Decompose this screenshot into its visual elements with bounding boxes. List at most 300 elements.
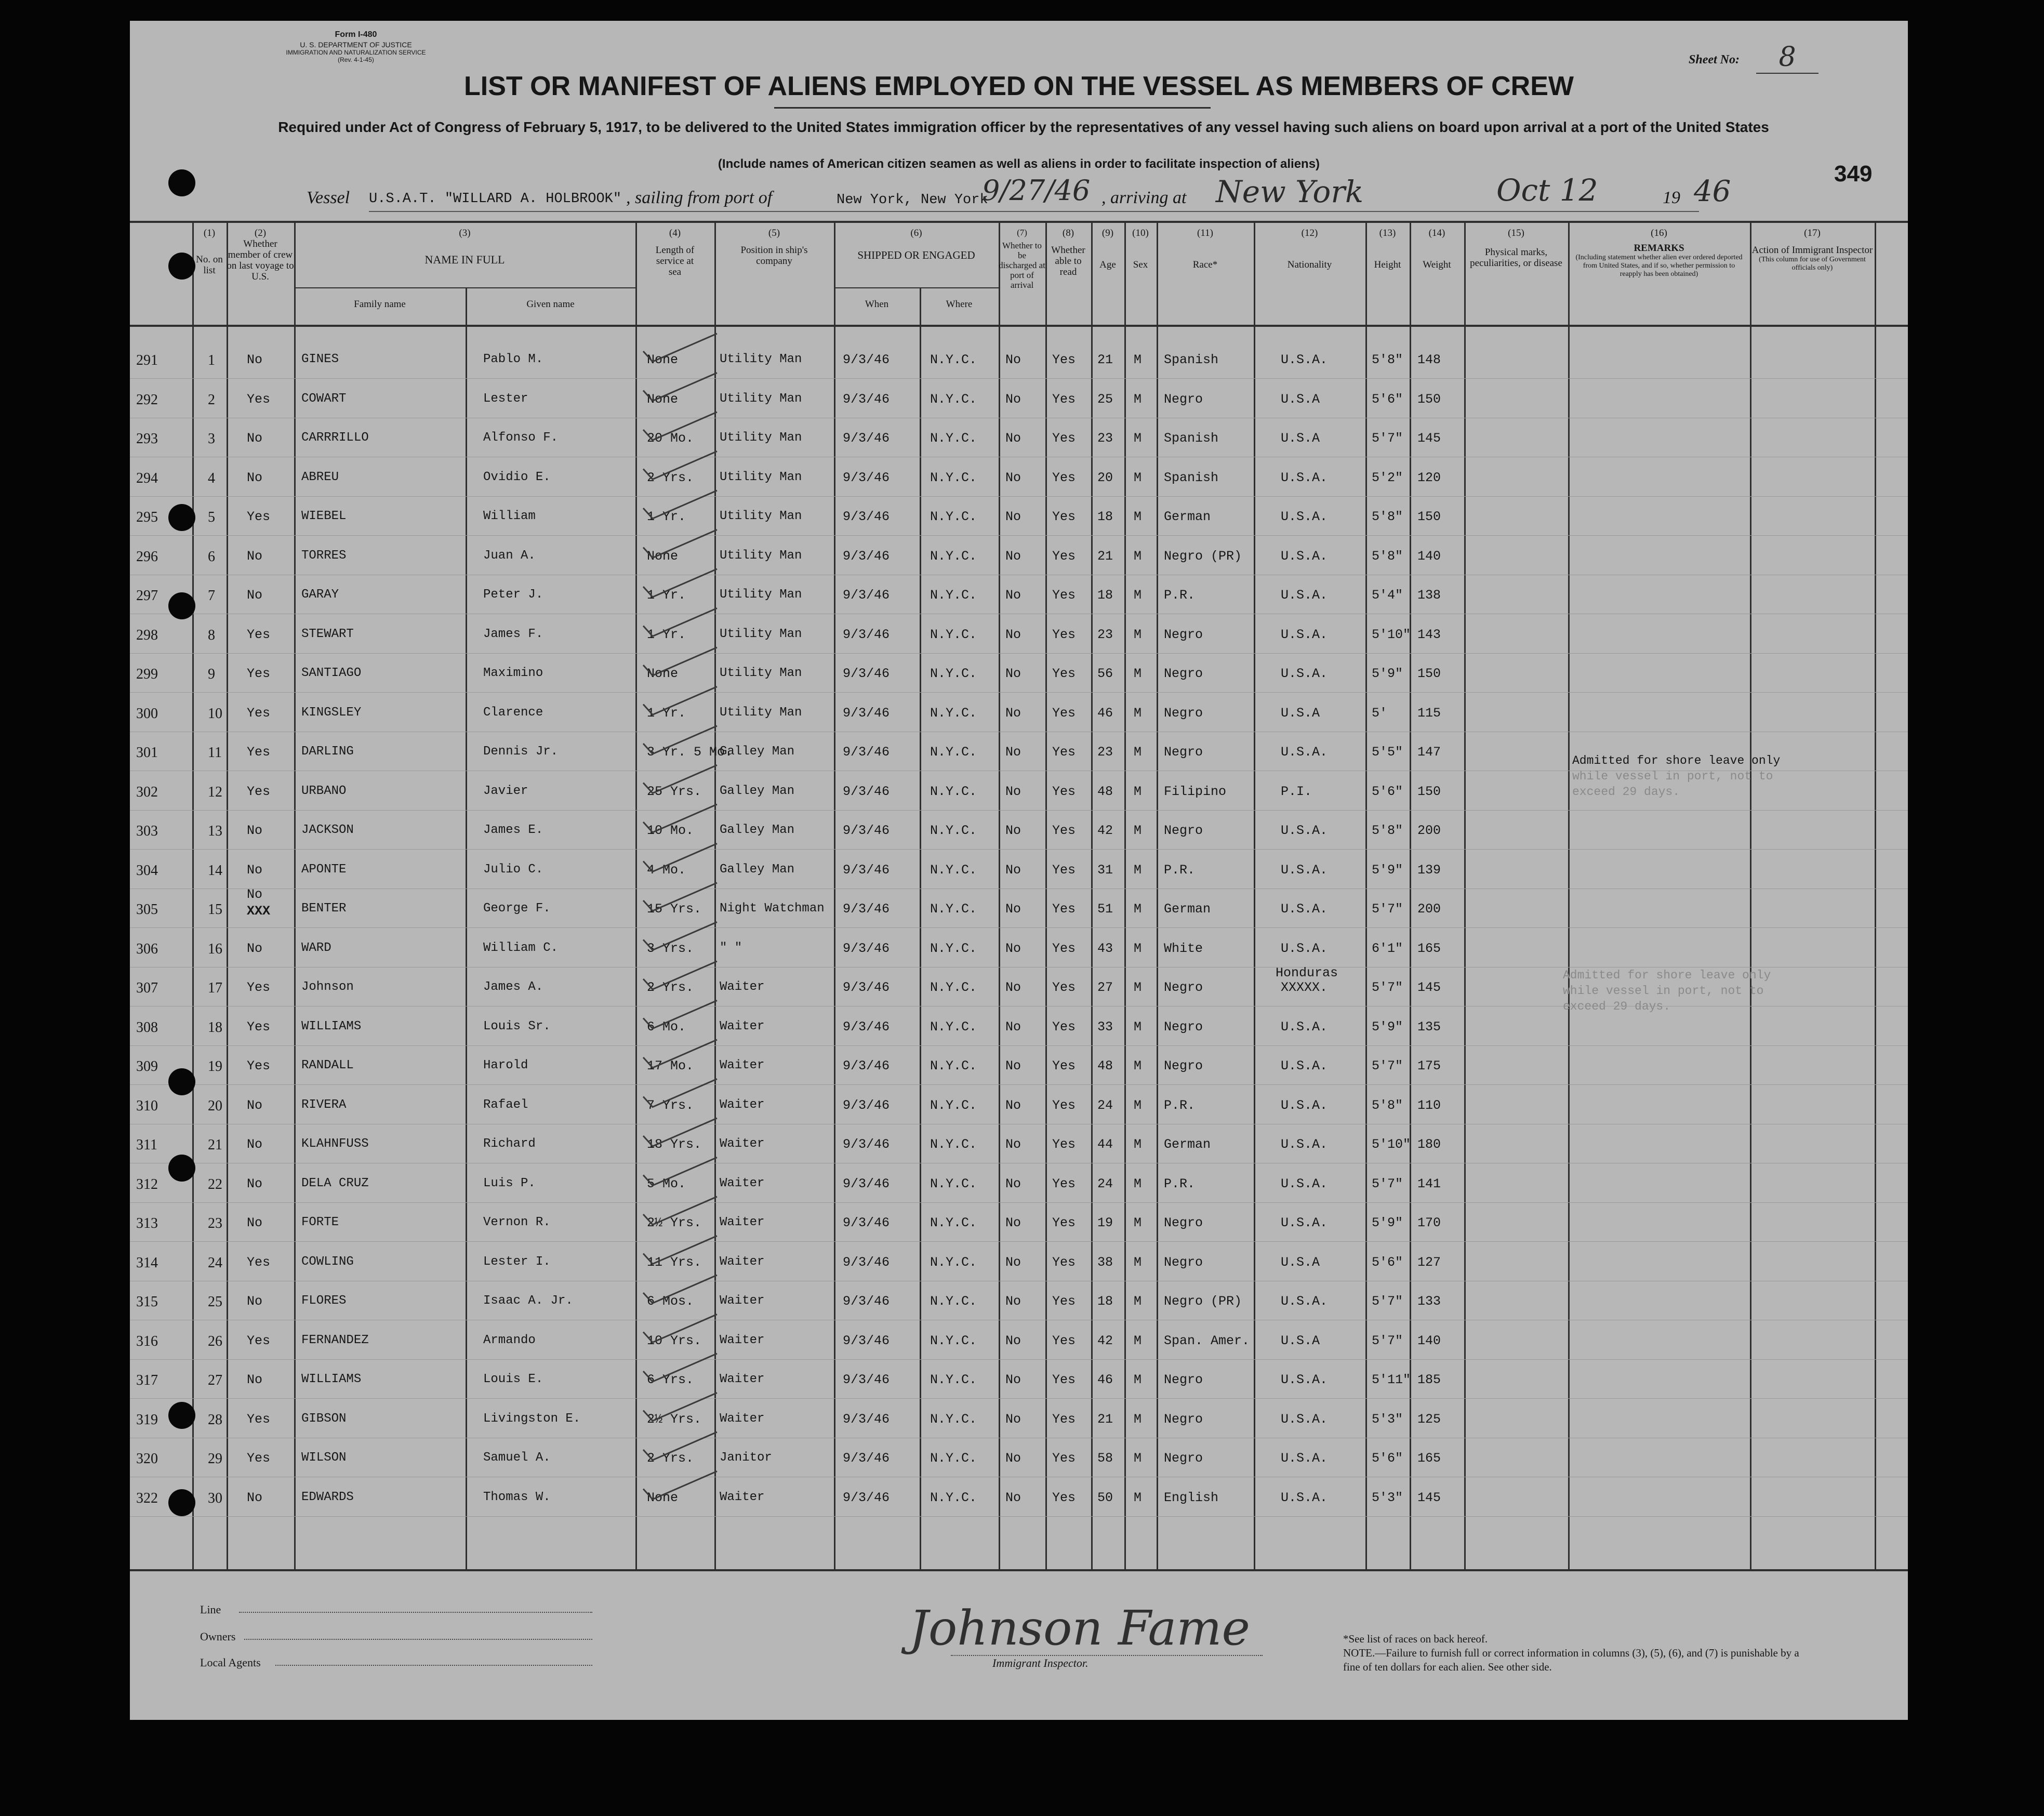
row-discharge: No <box>1005 548 1021 564</box>
row-shipped-where: N.Y.C. <box>930 1490 977 1505</box>
row-line-number: 311 <box>136 1137 157 1153</box>
row-able-read: Yes <box>1052 1019 1076 1035</box>
check-mark <box>643 1001 717 1029</box>
row-weight: 140 <box>1417 548 1441 564</box>
row-shipped-where: N.Y.C. <box>930 1058 977 1073</box>
col6-header: SHIPPED OR ENGAGED <box>857 249 975 261</box>
row-service-length: None <box>647 1490 679 1505</box>
col6-number: (6) <box>910 228 922 238</box>
row-given-name: William C. <box>483 940 559 955</box>
row-height: 5'10" <box>1372 1137 1411 1152</box>
row-list-number: 11 <box>208 745 222 761</box>
row-prev-voyage: No <box>247 823 263 838</box>
check-mark <box>643 922 717 950</box>
row-age: 27 <box>1097 980 1113 995</box>
col17-number: (17) <box>1804 228 1821 238</box>
row-able-read: Yes <box>1052 1097 1076 1113</box>
remark-johnson-line2: while vessel in port, not to <box>1563 984 1764 998</box>
row-service-length: 11 Yrs. <box>647 1254 702 1270</box>
row-shipped-when: 9/3/46 <box>843 784 890 799</box>
col5-number: (5) <box>768 228 780 238</box>
row-family-name: COWLING <box>301 1254 354 1269</box>
row-family-name: WARD <box>301 940 331 955</box>
col9-number: (9) <box>1101 228 1114 238</box>
row-service-length: 1 Yr. <box>647 627 686 642</box>
row-prev-voyage: No <box>247 431 263 446</box>
row-line-number: 291 <box>136 352 158 368</box>
row-line-number: 315 <box>136 1294 158 1310</box>
col10-number: (10) <box>1132 228 1149 238</box>
row-rule <box>130 692 1908 693</box>
row-given-name: Armando <box>483 1333 536 1347</box>
row-given-name: Luis P. <box>483 1176 536 1190</box>
row-position: Utility Man <box>720 391 802 406</box>
row-list-number: 19 <box>208 1058 222 1075</box>
row-sex: M <box>1134 1097 1142 1113</box>
row-line-number: 308 <box>136 1019 158 1036</box>
row-given-name: Javier <box>483 784 528 798</box>
row-nationality: U.S.A. <box>1281 1411 1328 1427</box>
binding-hole <box>168 1155 195 1182</box>
row-given-name: Livingston E. <box>483 1411 581 1426</box>
row-race: German <box>1164 1137 1211 1152</box>
row-nationality: U.S.A. <box>1281 1451 1328 1466</box>
row-able-read: Yes <box>1052 1411 1076 1427</box>
row-shipped-where: N.Y.C. <box>930 1451 977 1466</box>
penalty-note: NOTE.—Failure to furnish full or correct information in columns (3), (5), (6), and (7) is punishable by a fine of ten dollars for each alien. See other side. <box>1343 1647 1799 1673</box>
col-sep <box>1091 222 1093 1570</box>
row-race: Negro <box>1164 823 1203 838</box>
row-shipped-when: 9/3/46 <box>843 1254 890 1270</box>
check-mark <box>643 726 717 754</box>
col7-number: (7) <box>1017 228 1027 237</box>
row-rule <box>130 1045 1908 1046</box>
row-race: German <box>1164 902 1211 917</box>
row-rule <box>130 849 1908 850</box>
row-height: 5'7" <box>1372 1176 1403 1191</box>
row-sex: M <box>1134 1215 1142 1230</box>
row-able-read: Yes <box>1052 1294 1076 1309</box>
row-nationality: U.S.A. <box>1281 1137 1328 1152</box>
row-weight: 110 <box>1417 1097 1441 1113</box>
row-service-length: None <box>647 352 679 367</box>
row-prev-voyage: Yes <box>247 1411 271 1427</box>
row-race: P.R. <box>1164 1176 1196 1191</box>
row-sex: M <box>1134 1490 1142 1505</box>
row-service-length: None <box>647 391 679 407</box>
row-given-name: Lester <box>483 391 528 406</box>
row-service-length: 10 Yrs. <box>647 1333 702 1348</box>
row-height: 5' <box>1372 705 1388 721</box>
row-position: Galley Man <box>720 862 795 877</box>
row-race: P.R. <box>1164 588 1196 603</box>
row-given-name: Pablo M. <box>483 352 543 366</box>
row-nationality: U.S.A. <box>1281 352 1328 367</box>
row-race: English <box>1164 1490 1219 1505</box>
row-able-read: Yes <box>1052 784 1076 799</box>
row-family-name: KINGSLEY <box>301 705 362 720</box>
row-age: 20 <box>1097 470 1113 485</box>
row-height: 5'8" <box>1372 823 1403 838</box>
remark-urbano-line1: Admitted for shore leave only <box>1572 754 1781 767</box>
check-mark <box>643 804 717 832</box>
page-subtitle: Required under Act of Congress of February 5, 1917, to be delivered to the United States immigration officer by the representatives of any vessel having such aliens on board upon arrival at a port of the United States <box>278 119 1769 135</box>
col17-header: Action of Immigrant Inspector <box>1751 245 1873 256</box>
row-given-name: George F. <box>483 902 551 916</box>
row-line-number: 309 <box>136 1058 158 1075</box>
row-height: 5'8" <box>1372 1097 1403 1113</box>
row-weight: 175 <box>1417 1058 1441 1073</box>
row-position: Utility Man <box>720 431 802 445</box>
row-family-name: BENTER <box>301 902 347 916</box>
row-weight: 145 <box>1417 1490 1441 1505</box>
row-shipped-when: 9/3/46 <box>843 391 890 407</box>
col16-subheader: (Including statement whether alien ever ordered deported from United States, and if so, whether permission to reapply has been obtained) <box>1575 254 1743 278</box>
row-weight: 180 <box>1417 1137 1441 1152</box>
row-able-read: Yes <box>1052 980 1076 995</box>
row-given-name: Rafael <box>483 1097 528 1112</box>
col-sep <box>192 222 194 1570</box>
footer-line-label: Line <box>200 1603 221 1616</box>
row-prev-voyage: Yes <box>247 1058 271 1073</box>
row-race: Spanish <box>1164 431 1219 446</box>
row-prev-voyage: Yes <box>247 1254 271 1270</box>
row-discharge: No <box>1005 627 1021 642</box>
footer-agents-label: Local Agents <box>200 1656 261 1669</box>
row-discharge: No <box>1005 1372 1021 1387</box>
col2-header: Whether member of crew on last voyage to U.S. <box>227 238 294 282</box>
include-note: (Include names of American citizen seamen as well as aliens in order to facilitate inspection of aliens) <box>718 157 1320 171</box>
row-list-number: 21 <box>208 1137 222 1153</box>
row-race: Negro <box>1164 666 1203 681</box>
row-age: 25 <box>1097 391 1113 407</box>
row-family-name: COWART <box>301 391 347 406</box>
row-shipped-when: 9/3/46 <box>843 940 890 956</box>
row-discharge: No <box>1005 1294 1021 1309</box>
row-able-read: Yes <box>1052 1176 1076 1191</box>
inspector-label: Immigrant Inspector. <box>992 1656 1089 1669</box>
row-position: Waiter <box>720 1019 765 1033</box>
row-weight: 150 <box>1417 391 1441 407</box>
row-age: 23 <box>1097 745 1113 760</box>
row-able-read: Yes <box>1052 431 1076 446</box>
row-discharge: No <box>1005 391 1021 407</box>
row-able-read: Yes <box>1052 470 1076 485</box>
row-weight: 140 <box>1417 1333 1441 1348</box>
col15-number: (15) <box>1508 228 1524 238</box>
row-family-name: ABREU <box>301 470 339 484</box>
row-race: Negro <box>1164 627 1203 642</box>
check-mark <box>643 844 717 872</box>
sheet-label: Sheet No: <box>1689 53 1740 67</box>
col7-header: Whether to be discharged at port of arrival <box>999 241 1045 290</box>
row-sex: M <box>1134 1019 1142 1035</box>
row-able-read: Yes <box>1052 862 1076 878</box>
row-height: 5'6" <box>1372 1451 1403 1466</box>
page-title: LIST OR MANIFEST OF ALIENS EMPLOYED ON THE VESSEL AS MEMBERS OF CREW <box>464 71 1574 101</box>
row-shipped-where: N.Y.C. <box>930 352 977 367</box>
row-weight: 141 <box>1417 1176 1441 1191</box>
col13-number: (13) <box>1379 228 1396 238</box>
row-shipped-where: N.Y.C. <box>930 1254 977 1270</box>
row-given-name: James E. <box>483 823 543 837</box>
row-shipped-when: 9/3/46 <box>843 902 890 917</box>
row-service-length: 4 Mo. <box>647 862 686 878</box>
row-shipped-when: 9/3/46 <box>843 1137 890 1152</box>
form-dept: U. S. DEPARTMENT OF JUSTICE <box>300 41 412 49</box>
row-position: Waiter <box>720 1058 765 1072</box>
arriving-label: , arriving at <box>1101 188 1187 207</box>
row-line-number: 307 <box>136 980 158 996</box>
row-weight: 148 <box>1417 352 1441 367</box>
row-discharge: No <box>1005 862 1021 878</box>
col-sep <box>1124 222 1126 1570</box>
table-top-rule <box>130 221 1908 223</box>
binding-hole <box>168 504 195 531</box>
check-mark <box>643 1275 717 1303</box>
row-discharge: No <box>1005 666 1021 681</box>
row-age: 19 <box>1097 1215 1113 1230</box>
row-weight: 127 <box>1417 1254 1441 1270</box>
binding-hole <box>168 1489 195 1516</box>
row-given-name: Peter J. <box>483 588 543 602</box>
check-mark <box>643 1472 717 1500</box>
row-service-length: 2½ Yrs. <box>647 1215 702 1230</box>
row-rule <box>130 378 1908 379</box>
row-family-name: WILLIAMS <box>301 1019 362 1033</box>
row-age: 56 <box>1097 666 1113 681</box>
row-shipped-when: 9/3/46 <box>843 1372 890 1387</box>
check-mark <box>643 1040 717 1068</box>
row-service-length: 7 Yrs. <box>647 1097 694 1113</box>
row-discharge: No <box>1005 470 1021 485</box>
row-height: 5'4" <box>1372 588 1403 603</box>
row-position: Utility Man <box>720 509 802 523</box>
row-discharge: No <box>1005 980 1021 995</box>
row-shipped-when: 9/3/46 <box>843 352 890 367</box>
check-mark <box>643 373 717 401</box>
row-prev-voyage: Yes <box>247 784 271 799</box>
row-shipped-where: N.Y.C. <box>930 470 977 485</box>
row-able-read: Yes <box>1052 391 1076 407</box>
row-able-read: Yes <box>1052 1372 1076 1387</box>
col-sep <box>1875 222 1876 1570</box>
col5-header: Position in ship's company <box>740 245 808 267</box>
footer-agents-field <box>275 1665 592 1666</box>
row-nationality: U.S.A. <box>1281 745 1328 760</box>
row-service-length: 17 Mo. <box>647 1058 694 1073</box>
row-list-number: 2 <box>208 391 215 408</box>
row-list-number: 18 <box>208 1019 222 1036</box>
row-weight: 147 <box>1417 745 1441 760</box>
row-able-read: Yes <box>1052 627 1076 642</box>
row-shipped-when: 9/3/46 <box>843 509 890 524</box>
row-family-name: CARRRILLO <box>301 431 369 445</box>
row-weight: 138 <box>1417 588 1441 603</box>
row-height: 5'6" <box>1372 784 1403 799</box>
table-header-rule <box>130 325 1908 327</box>
row-given-name: Louis E. <box>483 1372 543 1386</box>
row-service-length: 2 Yrs. <box>647 1451 694 1466</box>
sailing-label: , sailing from port of <box>626 188 773 207</box>
row-list-number: 5 <box>208 509 215 525</box>
row-shipped-where: N.Y.C. <box>930 666 977 681</box>
row-able-read: Yes <box>1052 902 1076 917</box>
row-nationality: U.S.A <box>1281 391 1320 407</box>
row-height: 5'9" <box>1372 1215 1403 1230</box>
col1-number: (1) <box>203 228 216 238</box>
row-nationality: U.S.A. <box>1281 548 1328 564</box>
row-list-number: 7 <box>208 588 215 604</box>
row-line-number: 296 <box>136 548 158 565</box>
row-prev-voyage: No <box>247 1215 263 1230</box>
row-shipped-where: N.Y.C. <box>930 1294 977 1309</box>
row-able-read: Yes <box>1052 509 1076 524</box>
row-list-number: 9 <box>208 666 215 682</box>
row-shipped-where: N.Y.C. <box>930 705 977 721</box>
row-sex: M <box>1134 588 1142 603</box>
row-able-read: Yes <box>1052 1333 1076 1348</box>
col-sep <box>1410 222 1411 1570</box>
binding-hole <box>168 253 195 280</box>
row-service-length: 2 Yrs. <box>647 980 694 995</box>
port-to: New York <box>1216 174 1364 209</box>
row-height: 5'8" <box>1372 548 1403 564</box>
row-height: 5'10" <box>1372 627 1411 642</box>
row-age: 46 <box>1097 1372 1113 1387</box>
row-shipped-where: N.Y.C. <box>930 548 977 564</box>
row-able-read: Yes <box>1052 1058 1076 1073</box>
row-family-name: WILSON <box>301 1451 347 1465</box>
binding-hole <box>168 1402 195 1429</box>
row-shipped-when: 9/3/46 <box>843 1294 890 1309</box>
row-service-length: 6 Mo. <box>647 1019 686 1035</box>
row-shipped-where: N.Y.C. <box>930 1137 977 1152</box>
row-height: 5'3" <box>1372 1411 1403 1427</box>
row-list-number: 29 <box>208 1451 222 1467</box>
row-family-name: APONTE <box>301 862 347 877</box>
row-weight: 200 <box>1417 823 1441 838</box>
row-shipped-when: 9/3/46 <box>843 1333 890 1348</box>
row-able-read: Yes <box>1052 745 1076 760</box>
row-able-read: Yes <box>1052 1490 1076 1505</box>
row-given-name: Alfonso F. <box>483 431 559 445</box>
row-height: 5'7" <box>1372 1294 1403 1309</box>
col14-header: Weight <box>1423 259 1451 270</box>
row-shipped-where: N.Y.C. <box>930 940 977 956</box>
row-shipped-where: N.Y.C. <box>930 627 977 642</box>
row-nationality: U.S.A. <box>1281 823 1328 838</box>
name-subheader-rule <box>294 287 635 288</box>
row-line-number: 304 <box>136 862 158 879</box>
row-family-name: URBANO <box>301 784 347 798</box>
row-rule <box>130 1516 1908 1517</box>
row-family-name: TORRES <box>301 548 347 563</box>
row-nationality: U.S.A <box>1281 705 1320 721</box>
row-age: 58 <box>1097 1451 1113 1466</box>
row-nationality: U.S.A. <box>1281 1058 1328 1073</box>
row-discharge: No <box>1005 1058 1021 1073</box>
col-sep <box>1568 222 1570 1570</box>
row-service-length: 25 Yrs. <box>647 784 702 799</box>
check-mark <box>643 569 717 597</box>
year-prefix: 19 <box>1663 188 1680 207</box>
row-prev-voyage: Yes <box>247 509 271 524</box>
row-shipped-where: N.Y.C. <box>930 509 977 524</box>
row-line-number: 297 <box>136 588 158 604</box>
row-shipped-where: N.Y.C. <box>930 1215 977 1230</box>
row-position: Waiter <box>720 1176 765 1190</box>
row-family-name: EDWARDS <box>301 1490 354 1504</box>
row-able-read: Yes <box>1052 823 1076 838</box>
row17-nationality-above: Honduras <box>1276 965 1338 980</box>
row-race: Negro <box>1164 745 1203 760</box>
row-given-name: Julio C. <box>483 862 543 877</box>
row-nationality: U.S.A. <box>1281 1490 1328 1505</box>
row-sex: M <box>1134 1372 1142 1387</box>
row-shipped-when: 9/3/46 <box>843 823 890 838</box>
row-given-name: Louis Sr. <box>483 1019 551 1033</box>
check-mark <box>643 765 717 793</box>
row-service-length: 20 Mo. <box>647 431 694 446</box>
row-sex: M <box>1134 470 1142 485</box>
row-given-name: James A. <box>483 980 543 994</box>
col4-header: Length of service at sea <box>655 245 695 277</box>
row-sex: M <box>1134 391 1142 407</box>
footer-line-field <box>239 1612 592 1613</box>
row-height: 6'1" <box>1372 940 1403 956</box>
year-hand: 46 <box>1694 175 1731 208</box>
row-position: Utility Man <box>720 352 802 366</box>
row-race: P.R. <box>1164 1097 1196 1113</box>
col-sep <box>635 222 637 1570</box>
row-race: Negro <box>1164 1254 1203 1270</box>
row-position: Galley Man <box>720 784 795 798</box>
row-line-number: 312 <box>136 1176 158 1192</box>
form-service: IMMIGRATION AND NATURALIZATION SERVICE <box>286 49 426 56</box>
row-weight: 143 <box>1417 627 1441 642</box>
row-shipped-when: 9/3/46 <box>843 745 890 760</box>
row-discharge: No <box>1005 1097 1021 1113</box>
row-line-number: 320 <box>136 1451 158 1467</box>
row-nationality: U.S.A. <box>1281 1176 1328 1191</box>
row-line-number: 294 <box>136 470 158 486</box>
row-shipped-when: 9/3/46 <box>843 1215 890 1230</box>
row-able-read: Yes <box>1052 1451 1076 1466</box>
row-position: Waiter <box>720 1333 765 1347</box>
row-shipped-where: N.Y.C. <box>930 1411 977 1427</box>
col10-header: Sex <box>1133 259 1148 270</box>
check-mark <box>643 1354 717 1382</box>
vessel-underline <box>369 211 1699 212</box>
col-sep <box>227 222 228 1570</box>
row-line-number: 306 <box>136 940 158 957</box>
check-mark <box>643 883 717 911</box>
row-age: 18 <box>1097 1294 1113 1309</box>
row-age: 23 <box>1097 627 1113 642</box>
row-line-number: 313 <box>136 1215 158 1231</box>
row-able-read: Yes <box>1052 1137 1076 1152</box>
row-given-name: Ovidio E. <box>483 470 551 484</box>
row-height: 5'7" <box>1372 1058 1403 1073</box>
row-position: Janitor <box>720 1451 772 1465</box>
row-shipped-when: 9/3/46 <box>843 862 890 878</box>
row-able-read: Yes <box>1052 1254 1076 1270</box>
binding-hole <box>168 1068 195 1095</box>
row-height: 5'5" <box>1372 745 1403 760</box>
port-from: New York, New York <box>837 192 988 208</box>
row-race: Negro <box>1164 1019 1203 1035</box>
